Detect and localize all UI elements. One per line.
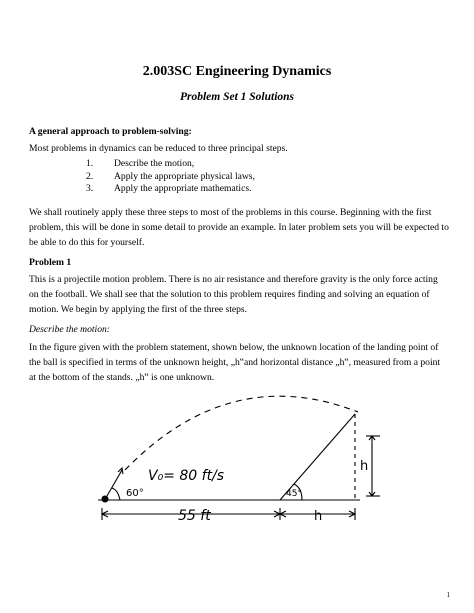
list-item [86, 183, 255, 196]
list-item-text: Apply the appropriate mathematics. [114, 183, 252, 194]
document-subtitle: Problem Set 1 Solutions [179, 91, 295, 103]
paragraph-steps-usage: We shall routinely apply these three steps to most of the problems in this course. Beginning with the first problem, this will be done in some detail to provide an example. In later problem sets you will be expected to be able to do this for yourself. [29, 207, 449, 248]
list-item-number: 3. [86, 183, 94, 194]
launch-angle-arc [112, 488, 120, 500]
document-title: 2.003SC Engineering Dynamics [142, 64, 332, 79]
horizontal-label: h [314, 509, 323, 524]
steps-list [86, 158, 255, 196]
list-item-text: Describe the motion, [114, 158, 195, 169]
list-item-text: Apply the appropriate physical laws, [114, 170, 255, 182]
paragraph-problem: This is a projectile motion problem. There is no air resistance and therefore gravity is the only force acting on the football. We shall see that the solution to this problem requires finding and solving an equation of motion. We begin by applying the first of the three steps. [29, 274, 438, 315]
section-heading: A general approach to problem-solving: [29, 126, 192, 137]
projectile-figure [90, 392, 390, 532]
launch-arrow [107, 470, 122, 496]
trajectory-dashed-line [125, 396, 358, 470]
stand-angle-label: 45° [286, 489, 302, 499]
intro-paragraph: Most problems in dynamics can be reduced to three principal steps. [29, 143, 288, 154]
problem-heading: Problem 1 [29, 257, 72, 268]
describe-heading: Describe the motion: [29, 324, 110, 335]
list-item-number: 2. [86, 170, 94, 182]
velocity-label: V₀= 80 ft/s [148, 468, 225, 484]
distance-label: 55 ft [178, 508, 211, 524]
list-item [86, 158, 255, 171]
stand-slope-line [280, 414, 355, 500]
paragraph-describe: In the figure given with the problem statement, shown below, the unknown location of the landing point of the ball is specified in terms of the unknown height, „h‟and horizontal distance „h‟, measured from a point at the bottom of the stands. „h‟ is one unknown. [29, 342, 441, 383]
football-ball [102, 496, 108, 502]
height-label: h [360, 459, 369, 474]
page-number: 1 [446, 591, 450, 599]
launch-angle-label: 60° [126, 488, 144, 499]
list-item-number: 1. [86, 158, 94, 169]
list-item [86, 171, 255, 184]
